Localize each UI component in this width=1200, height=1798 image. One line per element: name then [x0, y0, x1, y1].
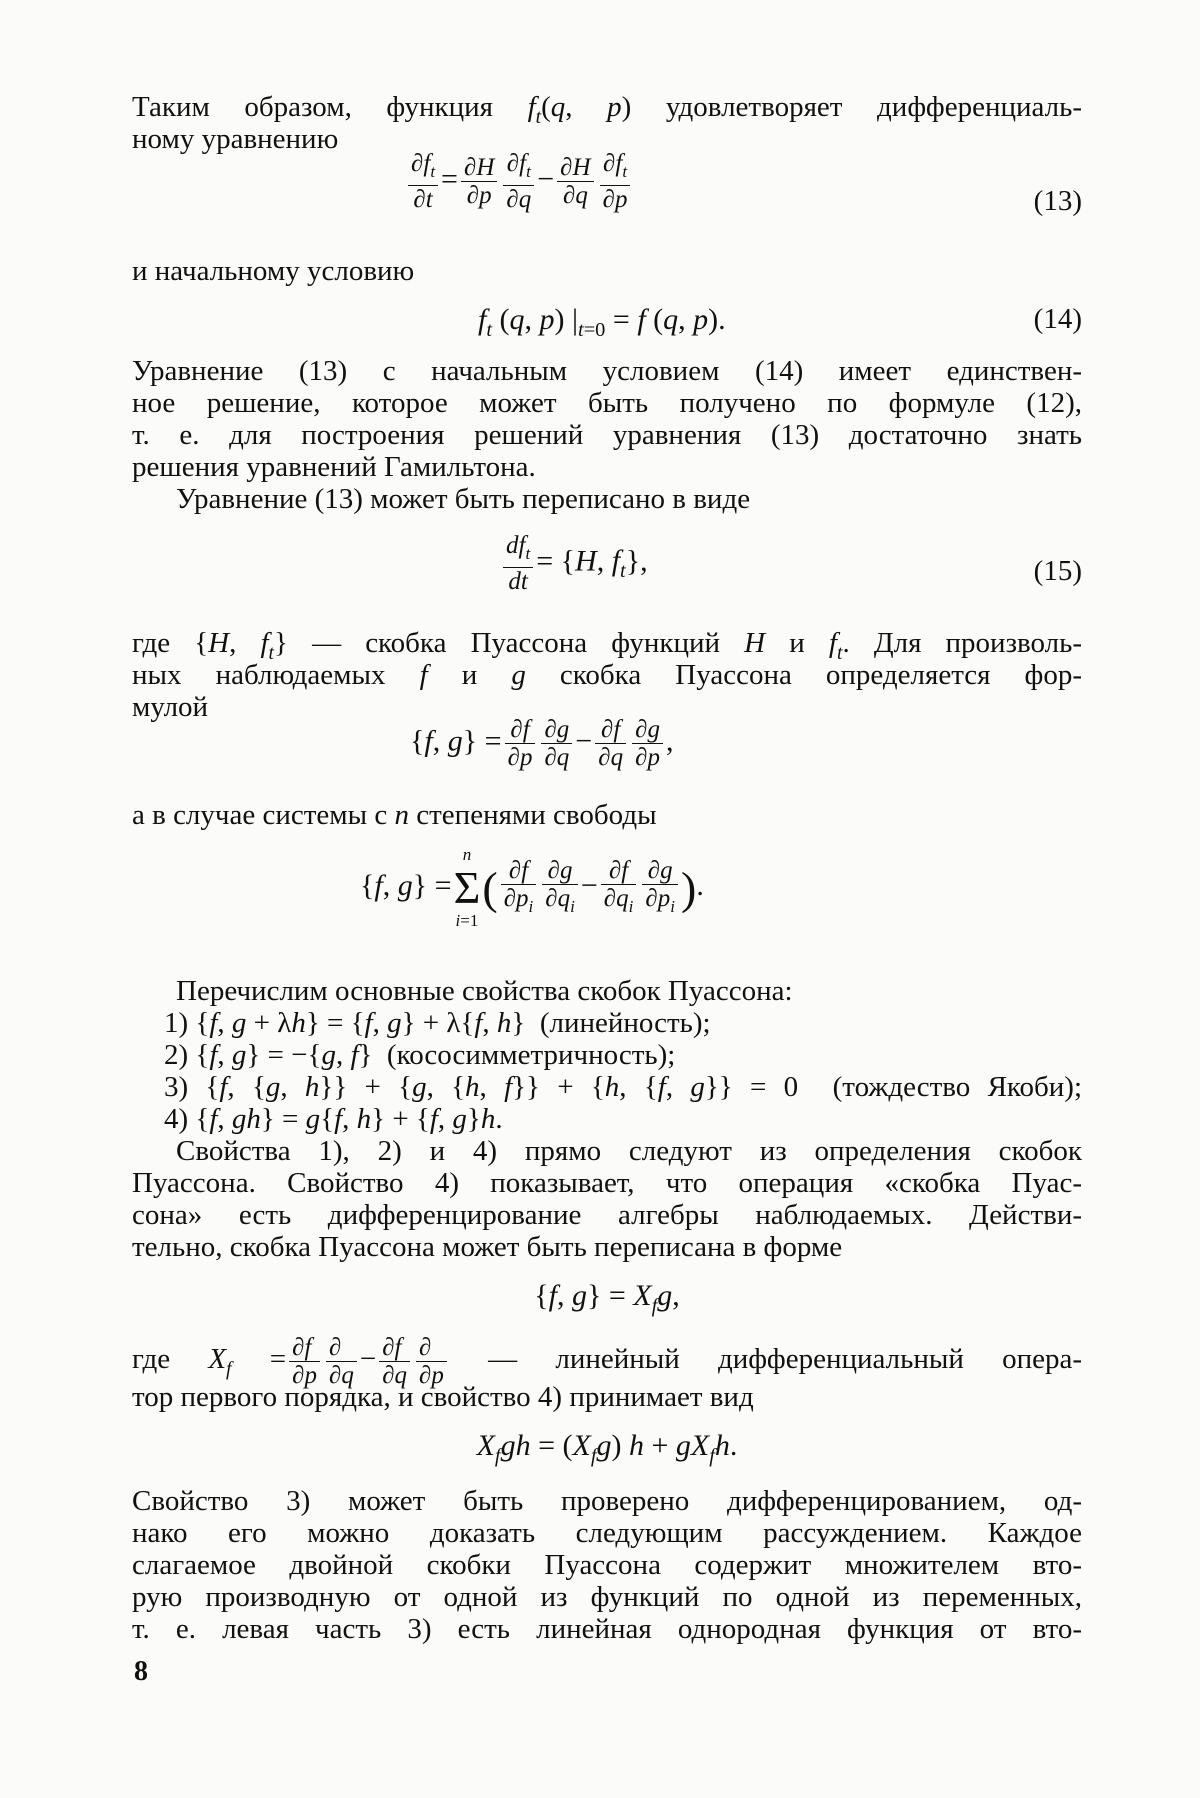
text-line: ное решение, которое может быть получено по формуле (12), — [132, 387, 1082, 419]
text-line: Уравнение (13) с начальным условием (14) имеет единствен- — [132, 355, 1082, 387]
text-line: рую производную от одной из функций по одной из переменных, — [132, 1581, 1082, 1613]
text-line: ному уравнению — [132, 123, 339, 155]
text-line: Уравнение (13) может быть переписано в виде — [176, 483, 751, 515]
property-3: 3) {f, {g, h}} + {g, {h, f}} + {h, {f, g}} = 0 (тождество Якоби); — [164, 1071, 1083, 1103]
poisson-bracket-n-equation: {f, g} =n Σ i=1( $\frac{\partial f}{\partial p_i}$ $\frac{\partial g}{\partial q_i}$ − $\frac{\partial f}{\partial q_i}$ $\frac{\partial g}{\partial p_i}$ ). — [360, 845, 704, 930]
text-line: Пуассона. Свойство 4) показывает, что операция «скобка Пуас- — [132, 1167, 1082, 1199]
equation-number: (15) — [1033, 555, 1082, 587]
text-line: где $X_f$ = $\frac{\partial f}{\partial p}$ $\frac{\partial}{\partial q}$ − $\frac{\partial f}{\partial q}$ $\frac{\partial}{\partial p}$ — линейный дифференциальный опера- — [132, 1334, 1083, 1389]
text-line: т. е. левая часть 3) есть линейная однородная функция от вто- — [132, 1613, 1082, 1645]
xf-gh-equation: $X_fgh = (X_fg) h + gX_fh$. — [476, 1429, 738, 1467]
property-4: 4) {f, gh} = g{f, h} + {f, g}h. — [164, 1103, 503, 1135]
property-1: 1) {f, g + λh} = {f, g} + λ{f, h} (линейность); — [164, 1007, 711, 1039]
equation-number: (14) — [1033, 303, 1082, 335]
text-line: тор первого порядка, и свойство 4) принимает вид — [132, 1381, 754, 1413]
text-line: мулой — [132, 691, 209, 723]
text-line: а в случае системы с n степенями свободы — [132, 799, 657, 831]
text-line: и начальному условию — [132, 255, 415, 287]
page-number: 8 — [134, 1656, 148, 1687]
equation-number: (13) — [1033, 185, 1082, 217]
text-line: где {H, $f_t$} — скобка Пуассона функций H и $f_t$. Для произволь- — [132, 627, 1082, 664]
text-line: Свойство 3) может быть проверено дифференцированием, од- — [132, 1485, 1082, 1517]
text-line: Перечислим основные свойства скобок Пуассона: — [176, 975, 793, 1007]
equation-15: $\frac{df_t}{dt}$ = {H, $f_t$}, — [500, 532, 648, 595]
text-line: решения уравнений Гамильтона. — [132, 451, 536, 483]
text-line: нако его можно доказать следующим рассуждением. Каждое — [132, 1517, 1082, 1549]
xf-equation: {f, $g\} = X_fg$, — [534, 1279, 680, 1317]
property-2: 2) {f, g} = −{g, f} (кососимметричность); — [164, 1039, 676, 1071]
text-line: т. е. для построения решений уравнения (13) достаточно знать — [132, 419, 1082, 451]
poisson-bracket-equation: {f, g} = $\frac{\partial f}{\partial p}$ $\frac{\partial g}{\partial q}$ − $\frac{\partial f}{\partial q}$ $\frac{\partial g}{\partial p}$ , — [410, 716, 674, 771]
text-line: тельно, скобка Пуассона может быть переписана в форме — [132, 1231, 843, 1263]
equation-14: $f_t$ (q, p) $|_{t=0} = f$ (q, p). — [478, 303, 726, 341]
text-line: слагаемое двойной скобки Пуассона содержит множителем вто- — [132, 1549, 1082, 1581]
text-line: ных наблюдаемых f и g скобка Пуассона определяется фор- — [132, 659, 1082, 691]
text-line: Таким образом, функция $f_t(q$, p) удовлетворяет дифференциаль- — [132, 91, 1083, 128]
equation-13: $\frac{\partial f_t}{\partial t}$ = $\frac{\partial H}{\partial p}$ $\frac{\partial f_t}{\partial q}$ − $\frac{\partial H}{\partial q}$ $\frac{\partial f_t}{\partial p}$ — [405, 150, 633, 213]
text-line: Свойства 1), 2) и 4) прямо следуют из определения скобок — [176, 1135, 1082, 1167]
text-line: сона» есть дифференцирование алгебры наблюдаемых. Действи- — [132, 1199, 1082, 1231]
